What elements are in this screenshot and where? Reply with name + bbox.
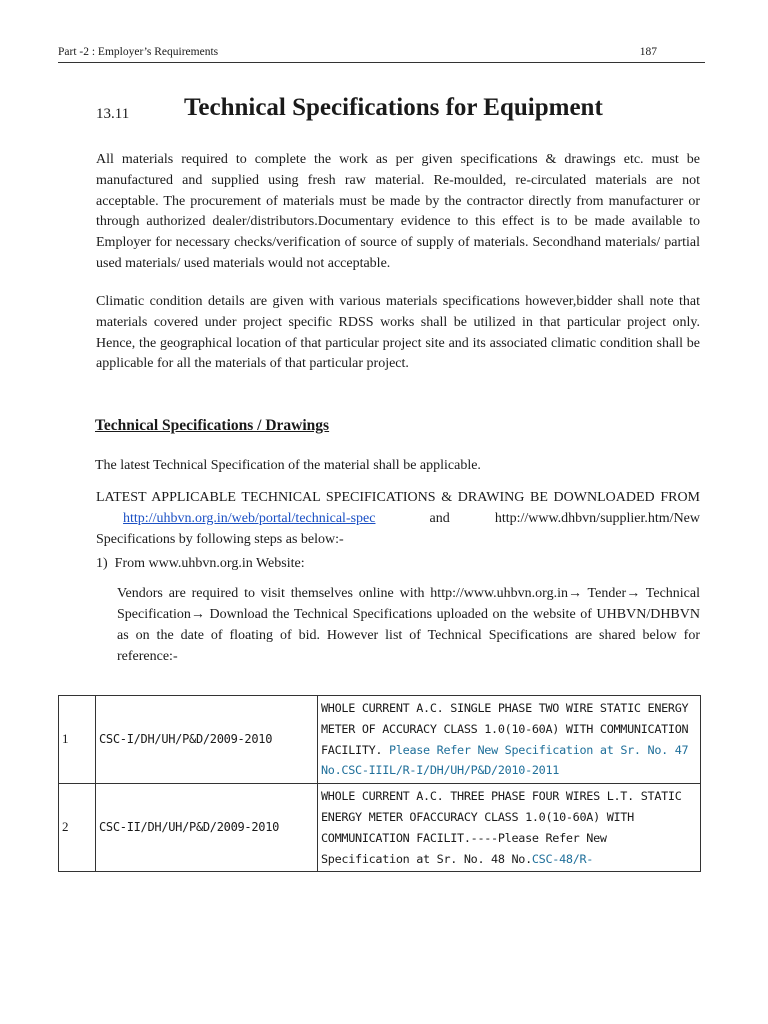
paragraph-climatic: Climatic condition details are given with various materials specifications however,bidder shall note that materials covered under project specific RDSS works shall be utilized in that particular project only. Hence, the geographical location of that particular project site and its associated climatic condition shall be applicable for all the materials of that particular project. <box>96 294 700 372</box>
spec-description-link[interactable]: Please Refer New Specification at Sr. No. 47 No.CSC-IIIL/R-I/DH/UH/P&D/2010-2011 <box>321 742 689 778</box>
spec-code: CSC-II/DH/UH/P&D/2009-2010 <box>96 784 318 872</box>
row-number: 1 <box>59 696 96 784</box>
download-and: and <box>429 511 450 526</box>
spec-code: CSC-I/DH/UH/P&D/2009-2010 <box>96 696 318 784</box>
subheading-technical-specs: Technical Specifications / Drawings <box>95 417 330 434</box>
paragraph-materials: All materials required to complete the work as per given specifications & drawings etc. must be manufactured and supplied using fresh raw material. Re-moulded, re-circulated materials are not acceptable. The procurement of materials must be made by the contractor directly from manufacturer or through authorized dealer/distributors.Documentary evidence to this effect is to be made available to Employer for necessary checks/verification of source of supply of materials. Secondhand materials/ partial used materials/ used materials would not acceptable. <box>96 152 700 271</box>
download-prefix: LATEST APPLICABLE TECHNICAL SPECIFICATIONS & DRAWING BE DOWNLOADED FROM <box>96 490 700 505</box>
latest-spec-line: The latest Technical Specification of the material shall be applicable. <box>95 458 481 473</box>
spec-description-text: WHOLE CURRENT A.C. THREE PHASE FOUR WIRES L.T. STATIC ENERGY METER OFACCURACY CLASS 1.0(10-60A) WITH COMMUNICATION FACILIT.----Please Refer New Specification at Sr. No. 48 No. <box>321 789 682 866</box>
uhbvn-spec-link[interactable]: http://uhbvn.org.in/web/portal/technical-spec <box>123 511 376 526</box>
page-header <box>58 46 705 63</box>
spec-description <box>318 784 701 872</box>
step-1-text: Vendors are required to visit themselves online with http://www.uhbvn.org.in→ Tender→ Technical Specification→ Download the Technical Specifications uploaded on the website of UHBVN/DHBVN as on the date of floating of bid. However list of Technical Specifications are shared below for reference:- <box>117 586 700 664</box>
table-row <box>59 696 701 784</box>
header-part-label: Part -2 : Employer’s Requirements <box>58 46 219 58</box>
spec-description-text: WHOLE CURRENT A.C. SINGLE PHASE TWO WIRE STATIC ENERGY METER OF ACCURACY CLASS 1.0(10-60A) WITH COMMUNICATION FACILITY. <box>321 701 689 757</box>
table-row <box>59 784 701 872</box>
download-paragraph <box>96 487 700 550</box>
spec-description <box>318 696 701 784</box>
spec-table <box>58 695 701 872</box>
step-1-label: 1) From www.uhbvn.org.in Website: <box>96 556 305 571</box>
download-suffix: Specifications by following steps as below:- <box>96 532 344 547</box>
section-title: Technical Specifications for Equipment <box>184 94 603 121</box>
spec-description-link[interactable]: CSC-48/R- <box>531 851 594 866</box>
row-number: 2 <box>59 784 96 872</box>
page-number: 187 <box>639 46 657 58</box>
dhbvn-link-text: http://www.dhbvn/supplier.htm/New <box>494 511 701 526</box>
section-number: 13.11 <box>96 106 130 122</box>
